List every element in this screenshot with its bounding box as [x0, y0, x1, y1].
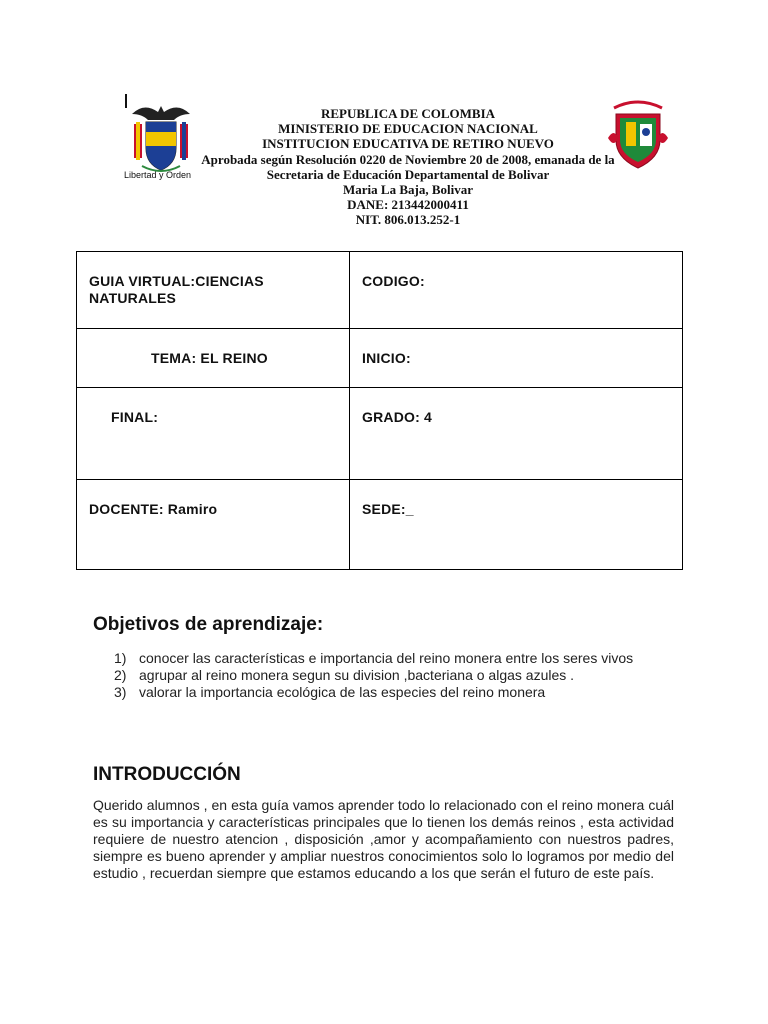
guia-label: GUIA VIRTUAL:CIENCIAS NATURALES [89, 273, 264, 306]
list-number: 3) [114, 684, 127, 700]
final-label: FINAL: [111, 409, 159, 425]
header-text [188, 106, 628, 228]
sede-cell [350, 480, 683, 570]
docente-cell [77, 480, 350, 570]
list-number: 2) [114, 667, 127, 683]
table-row [77, 480, 683, 570]
objectives-title: Objetivos de aprendizaje: [93, 614, 324, 635]
objectives-list [93, 650, 683, 701]
tema-cell [77, 329, 350, 388]
list-text: valorar la importancia ecológica de las especies del reino monera [139, 684, 546, 700]
header-line: REPUBLICA DE COLOMBIA [320, 106, 496, 121]
seal-caption: Libertad y Orden [124, 170, 192, 180]
introduction-text: Querido alumnos , en esta guía vamos aprender todo lo relacionado con el reino monera cuál es su importancia y características principales que lo tienen los demás reinos , esta actividad requiere de nuestro atencion , disposición ,amor y acompañamiento con nuestros padres, siempre es bueno aprender y ampliar nuestros conocimientos solo lo logramos por medio del estudio , recuerdan siempre que estamos educando a los que serán el futuro de este país. [93, 797, 674, 881]
tema-label: TEMA: EL REINO [151, 350, 268, 366]
table-row [77, 329, 683, 388]
table-row [77, 388, 683, 480]
header-line: INSTITUCION EDUCATIVA DE RETIRO NUEVO [262, 136, 554, 152]
header-line: MINISTERIO DE EDUCACION NACIONAL [278, 121, 538, 137]
inicio-cell [350, 329, 683, 388]
text-cursor [125, 94, 127, 108]
list-item [93, 650, 683, 667]
list-item [93, 684, 683, 701]
list-text: agrupar al reino monera segun su division ,bacteriana o algas azules . [139, 667, 575, 683]
introduction-section [93, 764, 674, 882]
grado-cell [350, 388, 683, 480]
introduction-title: INTRODUCCIÓN [93, 764, 241, 785]
header-line: NIT. 806.013.252-1 [355, 212, 461, 228]
guia-cell [77, 252, 350, 329]
sede-label: SEDE:_ [362, 501, 414, 517]
header-line: Aprobada según Resolución 0220 de Noviembre 20 de 2008, emanada de la [201, 151, 615, 167]
list-text: conocer las características e importancia del reino monera entre los seres vivos [139, 650, 634, 666]
header-line: Maria La Baja, Bolivar [343, 182, 473, 198]
document-header [124, 98, 672, 228]
list-number: 1) [114, 650, 127, 666]
header-line: DANE: 213442000411 [347, 197, 469, 213]
school-shield-icon [606, 98, 670, 172]
course-info-table [76, 251, 683, 570]
objectives-section [93, 614, 683, 701]
table-row [77, 252, 683, 329]
docente-label: DOCENTE: Ramiro [89, 501, 218, 517]
final-cell [77, 388, 350, 480]
codigo-label: CODIGO: [362, 273, 425, 289]
list-item [93, 667, 683, 684]
colombia-coat-of-arms-icon [124, 100, 194, 190]
header-line: Secretaria de Educación Departamental de Bolivar [266, 166, 550, 182]
codigo-cell [350, 252, 683, 329]
grado-label: GRADO: 4 [362, 409, 433, 425]
inicio-label: INICIO: [362, 350, 411, 366]
